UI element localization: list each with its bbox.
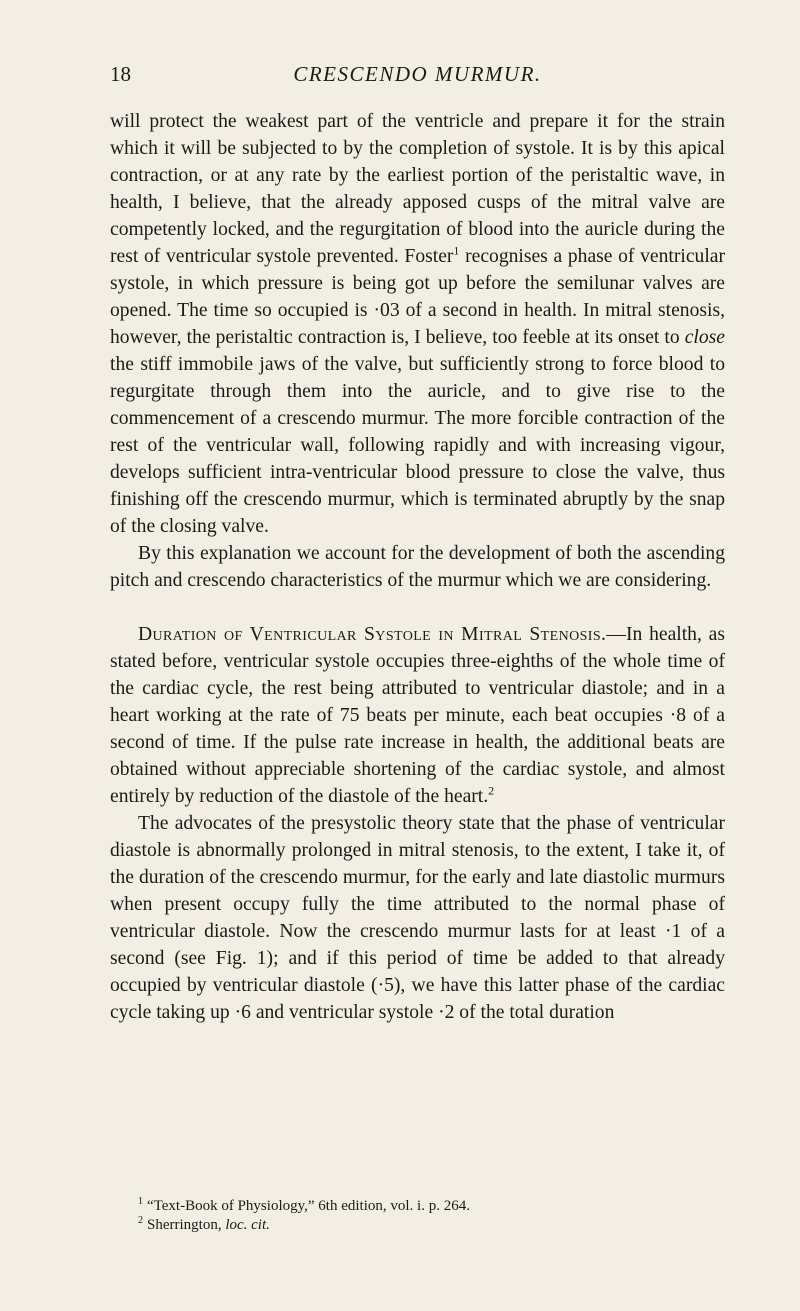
paragraph-3	[110, 621, 725, 810]
paragraph-1-text-a: will protect the weakest part of the ventricle and prepare it for the strain which it will be subjected to by the completion of systole. It is by this apical contraction, or at any rate by the earliest portion of the peristaltic wave, in health, I believe, that the already apposed cusps of the mitral valve are competently locked, and the regurgitation of blood into the auricle during the rest of ventricular systole prevented. Foster	[110, 111, 725, 267]
footnote-2-emphasis: loc. cit.	[225, 1217, 270, 1233]
footnote-ref-1: 1	[453, 243, 460, 258]
page-header	[110, 62, 725, 96]
paragraph-1-text-b: recognises a phase of ventricular systole, in which pressure is being got up before the semilunar valves are opened. The time so occupied is ·03 of a second in health. In mitral stenosis, however, the peristaltic contraction is, I believe, too feeble at its onset to	[110, 246, 725, 348]
paragraph-1	[110, 108, 725, 540]
footnote-2	[110, 1216, 725, 1235]
heading-dash: —	[606, 624, 626, 645]
footnote-1-text: “Text-Book of Physiology,” 6th edition, vol. i. p. 264.	[147, 1198, 470, 1214]
footnote-1	[110, 1197, 725, 1216]
emphasis-close: close	[684, 327, 725, 348]
footnote-2-text: Sherrington,	[147, 1217, 226, 1233]
paragraph-1-text-c: the stiff immobile jaws of the valve, but sufficiently strong to force blood to regurgitate through them into the auricle, and to give rise to the commencement of a crescendo murmur. The more forcible contraction of the rest of the ventricular wall, following rapidly and with increasing vigour, develops sufficient intra-ventricular blood pressure to close the valve, thus finishing off the crescendo murmur, which is terminated abruptly by the snap of the closing valve.	[110, 354, 725, 537]
page-number: 18	[110, 62, 131, 86]
footnote-2-mark: 2	[138, 1215, 143, 1226]
section-heading: Duration of Ventricular Systole in Mitral Stenosis.	[138, 624, 607, 645]
footnote-1-mark: 1	[138, 1196, 143, 1207]
footnotes	[110, 1197, 725, 1235]
paragraph-3-text: In health, as stated before, ventricular systole occupies three-eighths of the whole time of the cardiac cycle, the rest being attributed to ventricular diastole; and in a heart working at the rate of 75 beats per minute, each beat occupies ·8 of a second of time. If the pulse rate increase in health, the additional beats are obtained without appreciable shortening of the cardiac systole, and almost entirely by reduction of the diastole of the heart.	[110, 624, 725, 807]
footnote-ref-2: 2	[488, 783, 495, 798]
paragraph-4: The advocates of the presystolic theory state that the phase of ventricular diastole is abnormally prolonged in mitral stenosis, to the extent, I take it, of the duration of the crescendo murmur, for the early and late diastolic murmurs when present occupy fully the time attributed to the normal phase of ventricular diastole. Now the crescendo murmur lasts for at least ·1 of a second (see Fig. 1); and if this period of time be added to that already occupied by ventricular diastole (·5), we have this latter phase of the cardiac cycle taking up ·6 and ventricular systole ·2 of the total duration	[110, 813, 725, 1023]
body-text	[110, 108, 725, 1026]
paragraph-2: By this explanation we account for the development of both the ascending pitch and crescendo characteristics of the murmur which we are considering.	[110, 543, 725, 591]
running-title: CRESCENDO MURMUR.	[293, 62, 542, 86]
